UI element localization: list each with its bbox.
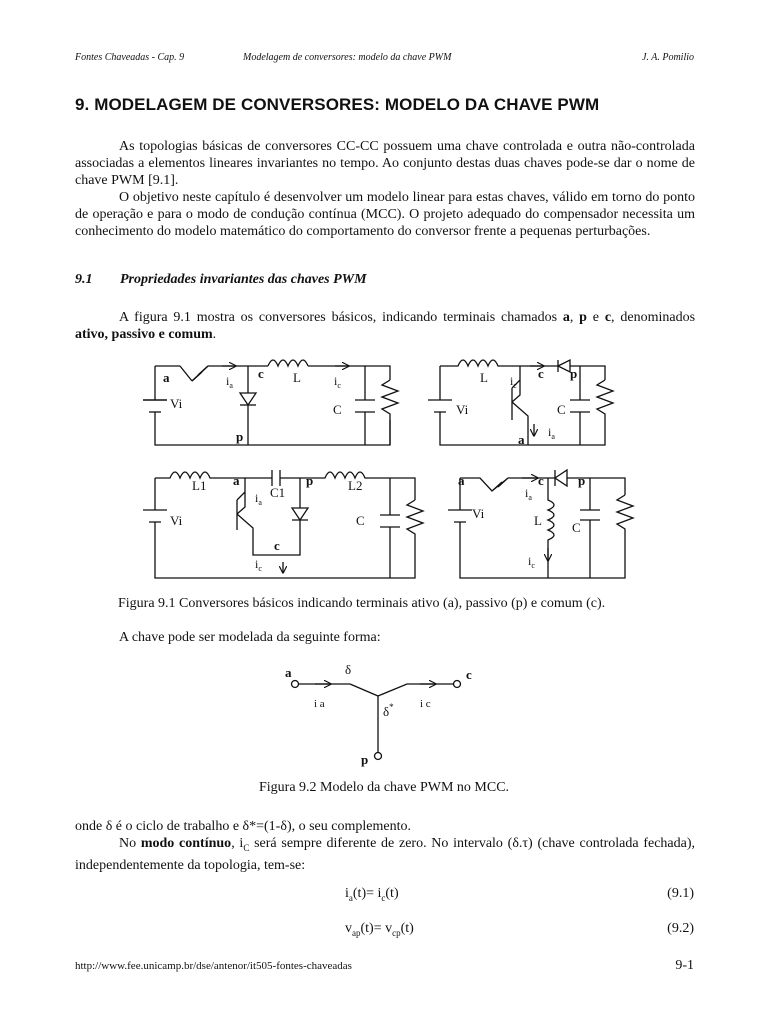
figure-9-2-pwm-switch [270,660,490,770]
equation-9-2: $v_{ap}(t)= v_{cp}(t)$ [345,921,414,938]
cuk-terminal-c: c [274,538,280,553]
paragraph-figure-intro: A figura 9.1 mostra os conversores básicos, indicando terminais chamados a, p e c, denominados ativo, passivo e comum. [75,310,696,342]
boost-terminal-p: p [570,366,578,381]
bb-terminal-p: p [578,473,586,488]
cuk-capacitor-c: C [356,513,365,528]
fig2-delta: δ [345,662,352,677]
bb-current-ia: $i_a$ [525,486,532,502]
boost-terminal-c: c [538,366,544,381]
cuk-terminal-a: a [233,473,240,488]
bb-terminal-c: c [538,473,544,488]
fig2-terminal-p: p [361,752,369,767]
bb-source-label: Vi [472,506,485,521]
equation-9-2-number: (9.2) [667,921,694,936]
buck-terminal-p: p [236,429,244,444]
bb-terminal-a: a [458,473,465,488]
boost-terminal-a: a [518,432,525,447]
buck-current-ia: $i_a$ [226,374,233,390]
fig2-terminal-c: c [466,667,472,682]
boost-current-ia: $i_a$ [548,425,555,441]
buck-terminal-a: a [163,370,170,385]
paragraph-duty-cycle: onde δ é o ciclo de trabalho e δ*=(1-δ), o seu complemento. [75,819,411,834]
section-number: 9.1 [75,272,93,287]
figure-9-1-caption: Figura 9.1 Conversores básicos indicando terminais ativo (a), passivo (p) e comum (c). [118,596,606,611]
paragraph-switch-model: A chave pode ser modelada da seguinte forma: [119,630,381,645]
paragraph-continuous-mode: No modo contínuo, $i_C$ será sempre diferente de zero. No intervalo (δ.τ) (chave controlada fechada), independentemente da topologia, tem-se: [75,836,696,873]
chapter-title: 9. MODELAGEM DE CONVERSORES: MODELO DA CHAVE PWM [75,95,600,114]
buck-capacitor-label: C [333,402,342,417]
header-author: J. A. Pomilio [641,52,694,63]
cuk-current-ic: $i_c$ [255,557,262,573]
buck-inductor-label: L [293,370,301,385]
boost-inductor-label: L [480,370,488,385]
figure-9-2-caption: Figura 9.2 Modelo da chave PWM no MCC. [259,780,510,795]
fig2-terminal-a: a [285,665,292,680]
cuk-current-ia: $i_a$ [255,491,262,507]
equation-9-1-number: (9.1) [667,886,694,901]
cuk-inductor-l2: L2 [348,478,363,493]
boost-current-ic: $i_c$ [510,374,517,390]
header-topic: Modelagem de conversores: modelo da chave PWM [243,52,452,63]
page-number: 9-1 [675,958,694,973]
buck-current-ic: $i_c$ [334,374,341,390]
boost-capacitor-label: C [557,402,566,417]
intro-paragraph-1: As topologias básicas de conversores CC-CC possuem uma chave controlada e outra não-controlada associadas a elementos lineares invariantes no tempo. Ao conjunto destas duas chaves pode-se dar o nome de chave PWM [9.1]. [75,139,695,188]
boost-source-label: Vi [456,402,469,417]
fig2-delta-star: δ* [383,702,394,719]
bb-current-ic: $i_c$ [528,554,535,570]
bb-inductor-label: L [534,513,542,528]
buck-terminal-c: c [258,366,264,381]
buck-source-label: Vi [170,396,183,411]
section-title: Propriedades invariantes das chaves PWM [120,272,367,287]
footer-url: http://www.fee.unicamp.br/dse/antenor/it505-fontes-chaveadas [75,960,352,972]
header-chapter: Fontes Chaveadas - Cap. 9 [75,52,185,63]
fig2-current-ia: i a [314,698,325,710]
cuk-inductor-l1: L1 [192,478,207,493]
cuk-capacitor-c1: C1 [270,485,286,500]
fig2-current-ic: i c [420,698,431,710]
cuk-source-label: Vi [170,513,183,528]
equation-9-1: $i_a(t)= i_c(t)$ [345,886,399,903]
cuk-terminal-p: p [306,473,314,488]
intro-paragraph-2: O objetivo neste capítulo é desenvolver um modelo linear para estas chaves, válido em torno do ponto de operação e para o modo de condução contínua (MCC). O projeto adequado do compensador necessita um conhecimento do modelo matemático do comportamento do conversor frente a pequenas perturbações. [75,190,695,239]
bb-capacitor-label: C [572,520,581,535]
